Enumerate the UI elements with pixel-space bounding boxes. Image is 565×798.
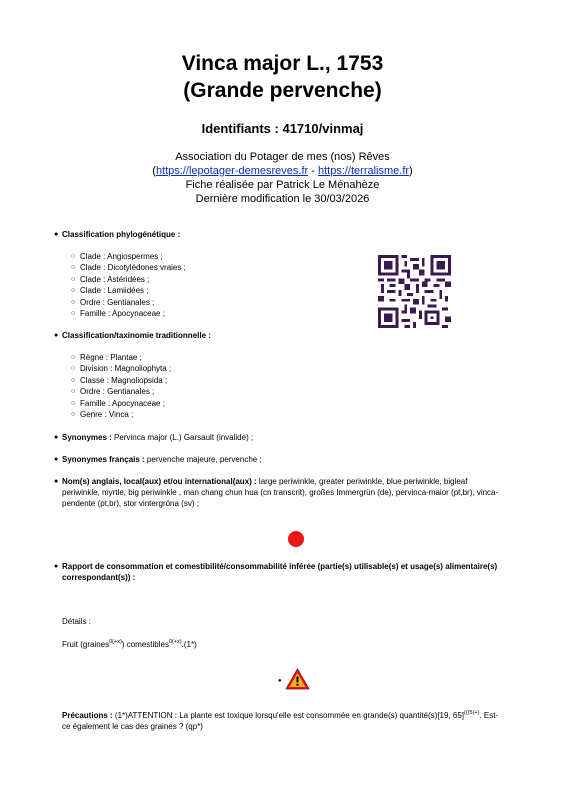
precautions: Précautions : (1*)ATTENTION : La plante est toxique lorsqu'elle est consommée en grande(s) quantité(s)[19, 65]$^{(((5(+)}$. Est- ce également le cas des graines ? (qp*) [62, 710, 499, 731]
link-separator: - [308, 165, 318, 177]
phylo-heading: Classification phylogénétique : [62, 230, 181, 239]
list-item: ○ Classe : Magnoliopsida ; [80, 375, 171, 386]
list-item: ○ Famille : Apocynaceae ; [80, 308, 186, 319]
trad-heading: Classification/taxinomie traditionnelle : [62, 331, 211, 340]
list-item: ○ Ordre : Gentianales ; [80, 297, 186, 308]
org-name: Association du Potager de mes (nos) Rêves [175, 151, 390, 163]
qr-code-icon [378, 255, 451, 328]
list-item: ○ Genre : Vinca ; [80, 409, 171, 420]
fruit-line: Fruit (graines$^{0(+x)}$) comestibles$^{0(+x)}$.(1*) [62, 639, 197, 649]
common-names: Nom(s) anglais, local(aux) et/ou international(aux) : large periwinkle, greater periwinkle, blue periwinkle, bigleaf periwinkle, myrtle, big periwinkle , man chang chun hua (cn transcrit), großes Immergrün (de), pervinca-maior (pt,br), vinca- pendente (pt,br), stor vintergröna (sv) ; [62, 477, 499, 508]
org-links [0, 164, 565, 178]
list-item: ○ Ordre : Gentianales ; [80, 386, 171, 397]
synonyms: Synonymes : Pervinca major (L.) Garsault (invalide) ; [62, 433, 254, 442]
bullet-icon: ● [54, 332, 59, 339]
modified-line: Dernière modification le 30/03/2026 [195, 193, 370, 205]
page-title: Vinca major L., 1753 [181, 52, 384, 75]
bullet-icon: ● [54, 563, 59, 570]
paren-close: ) [409, 165, 413, 177]
phylo-list [80, 251, 186, 319]
identifiers: Identifiants : 41710/vinmaj [201, 121, 364, 136]
consumption-heading: Rapport de consommation et comestibilité/consommabilité inférée (partie(s) utilisable(s) et usage(s) alimentaire(s) correspondant(s)) : [62, 562, 498, 582]
list-item: ○ Clade : Lamiidées ; [80, 285, 186, 296]
list-item: ○ Clade : Dicotylédones vraies ; [80, 262, 186, 273]
synonyms-fr: Synonymes français : pervenche majeure, pervenche ; [62, 455, 262, 464]
author-line: Fiche réalisée par Patrick Le Ménahèze [185, 179, 380, 191]
warning-triangle-icon [285, 668, 310, 690]
link-potager[interactable]: https://lepotager-demesreves.fr [155, 165, 309, 177]
list-item: ○ Clade : Angiospermes ; [80, 251, 186, 262]
bullet-icon: ● [278, 678, 282, 684]
list-item: ○ Règne : Plantae ; [80, 352, 171, 363]
edibility-dot-icon [288, 531, 304, 547]
list-item: ○ Famille : Apocynaceae ; [80, 398, 171, 409]
list-item: ○ Clade : Astéridées ; [80, 274, 186, 285]
details-label: Détails : [62, 617, 91, 626]
list-item: ○ Division : Magnoliophyta ; [80, 363, 171, 374]
bullet-icon: ● [54, 434, 59, 441]
bullet-icon: ● [54, 456, 59, 463]
paren-open: ( [152, 165, 156, 177]
bullet-icon: ● [54, 231, 59, 238]
bullet-icon: ● [54, 478, 59, 485]
page-subtitle: (Grande pervenche) [183, 79, 382, 102]
trad-list [80, 352, 171, 420]
link-terralisme[interactable]: https://terralisme.fr [317, 165, 410, 177]
